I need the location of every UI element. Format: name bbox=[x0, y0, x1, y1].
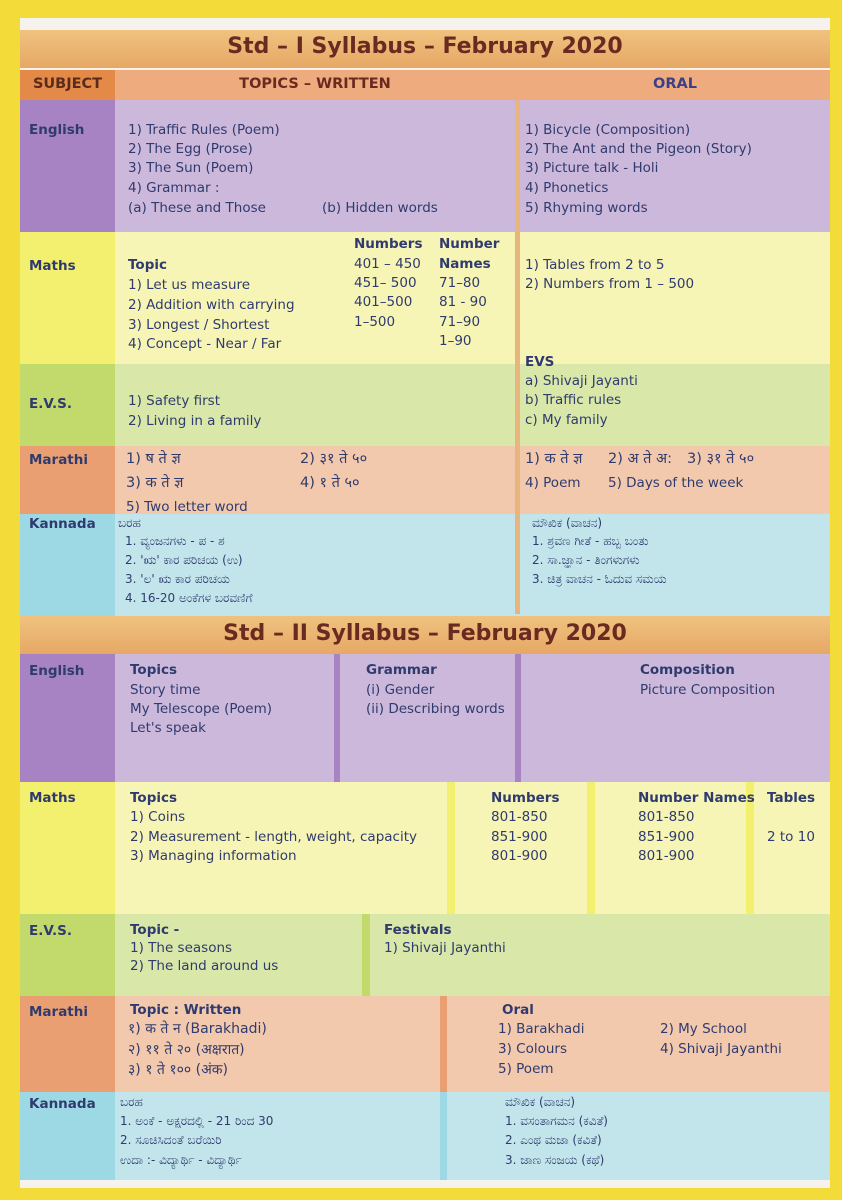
std2-maths-tables: 2 to 10 bbox=[767, 829, 815, 845]
std2-maths-divider-1 bbox=[447, 782, 455, 914]
std1-maths-o1: 2) Numbers from 1 – 500 bbox=[525, 276, 695, 292]
std1-english-label: English bbox=[29, 122, 85, 138]
std2-kannada-label: Kannada bbox=[29, 1096, 96, 1112]
std2-marathi-divider bbox=[440, 996, 447, 1092]
std1-english-o0: 1) Bicycle (Composition) bbox=[525, 122, 691, 138]
std2-english-c0: Picture Composition bbox=[640, 682, 776, 698]
std1-maths-nn1: 81 - 90 bbox=[439, 294, 487, 310]
std2-marathi-w0: १) क ते न (Barakhadi) bbox=[128, 1021, 267, 1037]
std2-english-g0: (i) Gender bbox=[366, 682, 435, 698]
std2-kannada-o2: 2. ಎಂಥ ಮಜಾ (ಕವಿತೆ) bbox=[505, 1133, 602, 1147]
std2-title: Std – II Syllabus – February 2020 bbox=[223, 621, 627, 646]
std2-kannada-w1: 1. ಅಂಕೆ - ಅಕ್ಷರದಲ್ಲಿ - 21 ರಿಂದ 30 bbox=[120, 1114, 274, 1128]
std1-english-o3: 4) Phonetics bbox=[525, 180, 609, 196]
std2-kannada-w3: ಉದಾ :- ವಿದ್ಯಾರ್ಥಿ - ವಿದ್ಯಾರ್ಥಿ bbox=[120, 1153, 242, 1167]
std1-evs-label: E.V.S. bbox=[29, 396, 73, 412]
std1-english-label-cell bbox=[20, 100, 115, 232]
std1-kannada-o0: ಮೌಖಿಕ (ವಾಚನ) bbox=[532, 516, 603, 530]
std2-maths-t1: 2) Measurement - length, weight, capacity bbox=[130, 829, 417, 845]
std1-english-o1: 2) The Ant and the Pigeon (Story) bbox=[525, 141, 752, 157]
std1-maths-nn0: 71–80 bbox=[439, 275, 481, 291]
std2-marathi-label: Marathi bbox=[29, 1004, 89, 1020]
std2-english-comp-head: Composition bbox=[640, 662, 735, 678]
std2-marathi-ob0: 2) My School bbox=[660, 1021, 747, 1037]
std1-evs-w0: 1) Safety first bbox=[128, 393, 221, 409]
std2-maths-n2: 801-900 bbox=[491, 848, 548, 864]
std1-maths-topic-head: Topic bbox=[128, 257, 167, 273]
std2-evs-t0: 1) The seasons bbox=[130, 940, 233, 956]
std1-maths-n0: 401 – 450 bbox=[354, 256, 421, 272]
std1-marathi-w4: 4) १ ते ५० bbox=[300, 475, 360, 491]
std1-maths-t1: 2) Addition with carrying bbox=[128, 297, 295, 313]
std1-marathi-o3: 3) ३१ ते ५० bbox=[687, 451, 755, 467]
std1-maths-t2: 3) Longest / Shortest bbox=[128, 317, 270, 333]
std2-maths-t0: 1) Coins bbox=[130, 809, 186, 825]
std1-marathi-w5: 5) Two letter word bbox=[126, 499, 248, 514]
std2-maths-divider-2 bbox=[587, 782, 595, 914]
std1-maths-t3: 4) Concept - Near / Far bbox=[128, 336, 282, 352]
std1-marathi-label: Marathi bbox=[29, 452, 89, 468]
std1-maths-nn2: 71–90 bbox=[439, 314, 481, 330]
std1-maths-names-head-2: Names bbox=[439, 256, 491, 272]
std1-maths-label: Maths bbox=[29, 258, 76, 274]
std1-english-wb: (b) Hidden words bbox=[322, 200, 438, 216]
std2-marathi-w2: ३) १ ते १०० (अंक) bbox=[128, 1062, 229, 1078]
std1-maths-n1: 451– 500 bbox=[354, 275, 417, 291]
std2-kannada-o1: 1. ವಸಂತಾಗಮನ (ಕವಿತೆ) bbox=[505, 1114, 608, 1128]
std1-marathi-w3: 3) क ते ज्ञ bbox=[126, 475, 184, 491]
std2-english-g1: (ii) Describing words bbox=[366, 701, 505, 717]
std1-evs-w1: 2) Living in a family bbox=[128, 413, 262, 429]
std1-kannada-o1: 1. ಶ್ರವಣ ಗೀತೆ - ಹಬ್ಬ ಬಂತು bbox=[532, 534, 649, 548]
std2-kannada-w2: 2. ಸೂಚಿಸಿದಂತೆ ಬರೆಯಿರಿ bbox=[120, 1133, 222, 1147]
std1-english-w3: 4) Grammar : bbox=[128, 180, 220, 196]
std2-english-label: English bbox=[29, 663, 85, 679]
std2-english-divider-1 bbox=[334, 654, 340, 782]
std2-marathi-oa1: 3) Colours bbox=[498, 1041, 567, 1057]
std1-kannada-w4: 4. 16-20 ಅಂಕೆಗಳ ಬರವಣಿಗೆ bbox=[125, 591, 253, 605]
std2-marathi-written-head: Topic : Written bbox=[130, 1002, 242, 1018]
std1-kannada-o2: 2. ಸಾ.ಜ್ಞಾನ - ತಿಂಗಳುಗಳು bbox=[532, 553, 640, 567]
std1-evs-o1: b) Traffic rules bbox=[525, 392, 622, 408]
std2-evs-t1: 2) The land around us bbox=[130, 958, 279, 974]
syllabus-page bbox=[20, 18, 830, 1188]
std1-kannada-w0: ಬರಹ bbox=[118, 516, 141, 530]
std1-title: Std – I Syllabus – February 2020 bbox=[227, 34, 623, 59]
std2-marathi-oa0: 1) Barakhadi bbox=[498, 1021, 585, 1037]
std1-maths-n2: 401–500 bbox=[354, 294, 413, 310]
std2-marathi-w1: २) ११ ते २० (अक्षरात) bbox=[128, 1042, 245, 1058]
std2-evs-fest-head: Festivals bbox=[384, 922, 452, 938]
std2-marathi-oral-head: Oral bbox=[502, 1002, 534, 1018]
std1-maths-label-cell bbox=[20, 232, 115, 364]
std2-marathi-oa2: 5) Poem bbox=[498, 1061, 554, 1077]
std1-evs-o2: c) My family bbox=[525, 412, 608, 428]
std1-maths-names-head-1: Number bbox=[439, 236, 500, 252]
std1-evs-o0: a) Shivaji Jayanti bbox=[525, 373, 638, 389]
std1-marathi-w2: 2) ३१ ते ५० bbox=[300, 451, 368, 467]
std1-english-w0: 1) Traffic Rules (Poem) bbox=[128, 122, 280, 138]
std2-english-t1: My Telescope (Poem) bbox=[130, 701, 273, 717]
std1-kannada-label: Kannada bbox=[29, 516, 96, 532]
std1-english-w4: (a) These and Those bbox=[128, 200, 266, 216]
std1-marathi-o1: 1) क ते ज्ञ bbox=[525, 451, 583, 467]
std2-maths-nn0: 801-850 bbox=[638, 809, 695, 825]
std1-maths-nn3: 1–90 bbox=[439, 333, 472, 349]
std1-maths-o0: 1) Tables from 2 to 5 bbox=[525, 257, 665, 273]
std1-marathi-o4: 4) Poem bbox=[525, 475, 581, 491]
std2-english-grammar-head: Grammar bbox=[366, 662, 437, 678]
std2-maths-nn2: 801-900 bbox=[638, 848, 695, 864]
std2-maths-tables-head: Tables bbox=[767, 790, 816, 806]
std2-evs-divider bbox=[362, 914, 370, 996]
std1-english-w2: 3) The Sun (Poem) bbox=[128, 160, 254, 176]
std2-maths-nn1: 851-900 bbox=[638, 829, 695, 845]
std2-evs-topic-head: Topic - bbox=[130, 922, 180, 938]
std1-kannada-w3: 3. 'ಲ' ಋ ಕಾರ ಪರಿಚಯ bbox=[125, 572, 230, 586]
std1-english-o4: 5) Rhyming words bbox=[525, 200, 648, 216]
std2-kannada-divider bbox=[440, 1092, 447, 1180]
std1-kannada-w1: 1. ವ್ಯಂಜನಗಳು - ಪ - ಶ bbox=[125, 534, 225, 548]
std2-kannada-w0: ಬರಹ bbox=[120, 1095, 143, 1109]
std1-maths-t0: 1) Let us measure bbox=[128, 277, 251, 293]
std2-english-divider-2 bbox=[515, 654, 521, 782]
std1-kannada-o3: 3. ಚಿತ್ರ ವಾಚನ - ಓದುವ ಸಮಯ bbox=[532, 572, 667, 586]
std2-maths-n0: 801-850 bbox=[491, 809, 548, 825]
std2-maths-topics-head: Topics bbox=[130, 790, 178, 806]
std2-marathi-ob1: 4) Shivaji Jayanthi bbox=[660, 1041, 782, 1057]
std2-english-topics-head: Topics bbox=[130, 662, 178, 678]
std1-maths-numbers-head: Numbers bbox=[354, 236, 423, 252]
std2-maths-n1: 851-900 bbox=[491, 829, 548, 845]
std2-maths-label: Maths bbox=[29, 790, 76, 806]
std2-maths-names-head: Number Names bbox=[638, 790, 755, 806]
std1-header-subject: SUBJECT bbox=[32, 76, 103, 92]
std1-header-oral: ORAL bbox=[653, 76, 697, 92]
std2-kannada-o0: ಮೌಖಿಕ (ವಾಚನ) bbox=[505, 1095, 576, 1109]
std1-marathi-o5: 5) Days of the week bbox=[608, 475, 744, 491]
std1-maths-n3: 1–500 bbox=[354, 314, 396, 330]
std1-evs-oral-head: EVS bbox=[525, 354, 555, 370]
std2-english-t0: Story time bbox=[130, 682, 201, 698]
std1-english-w1: 2) The Egg (Prose) bbox=[128, 141, 253, 157]
std1-header-written: TOPICS – WRITTEN bbox=[239, 76, 391, 92]
std1-column-divider bbox=[515, 100, 520, 614]
std2-maths-numbers-head: Numbers bbox=[491, 790, 560, 806]
std2-kannada-o3: 3. ಜಾಣ ಸಂಜಯ (ಕಥೆ) bbox=[505, 1153, 605, 1167]
std1-kannada-w2: 2. 'ಋ' ಕಾರ ಪರಿಚಯ (ಉ) bbox=[125, 553, 243, 567]
std2-maths-t2: 3) Managing information bbox=[130, 848, 297, 864]
std2-english-t2: Let's speak bbox=[130, 720, 206, 736]
std1-marathi-o2: 2) अ ते अ: bbox=[608, 451, 673, 467]
std1-marathi-w1: 1) ष ते ज्ञ bbox=[126, 451, 181, 467]
std2-evs-f0: 1) Shivaji Jayanthi bbox=[384, 940, 506, 956]
std1-english-o2: 3) Picture talk - Holi bbox=[525, 160, 659, 176]
std2-evs-label: E.V.S. bbox=[29, 923, 73, 939]
